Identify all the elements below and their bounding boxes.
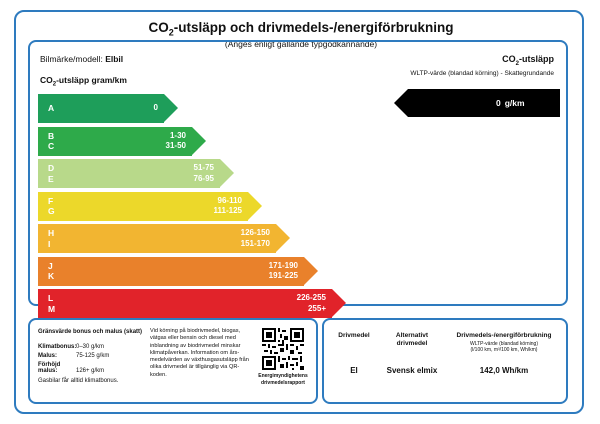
alt-fuel-column-header: Alternativt drivmedel [395,332,429,347]
result-arrow-tip [394,89,408,117]
emission-class-letters: B C [48,130,55,151]
result-arrow [394,89,560,117]
emission-class-bar [38,257,318,286]
consumption-subheader-1: WLTP-värde (blandad körning) [470,341,538,347]
scale-label: $CO_2$-utsläpp gram/km [40,75,127,88]
vehicle-make: Bilmärke/modell: Elbil [40,54,124,64]
qr-code-icon[interactable] [262,328,304,370]
qr-caption: Energimyndighetens drivmedelsrapport [258,373,308,386]
emission-class-bar-tip [164,94,178,122]
consumption-value: 142,0 Wh/km [479,366,529,375]
biofuel-info-text: Vid körning på biodrivmedel, biogas, vätgas eller bensin och diesel med inblandning av biodrivmedel minskar klimatpåverkan. Information om års-medelvärden av växthusgasutsläpp från olika drivmedel är tillgänglig via QR-koden. [150,328,249,378]
emission-class-bar [38,127,206,156]
alt-fuel-value: Svensk elmix [386,366,438,375]
emission-class-bar-tip [192,127,206,155]
emission-class-range: 0 [153,103,158,112]
emission-class-range: 226-255 255+ [296,293,326,313]
emission-class-range: 126-150 151-170 [240,228,270,248]
emission-class-bar [38,224,290,253]
emission-class-range: 1-30 31-50 [165,130,186,150]
bonus-malus-panel [28,318,318,404]
fuel-consumption-panel [322,318,568,404]
emission-class-letters: A [48,103,55,113]
label-subtitle: (Anges enligt gällande typgodkännande) [224,39,378,49]
emission-class-letters: J K [48,260,55,281]
emission-class-range: 171-190 191-225 [268,260,298,280]
malus-row: Malus: 75-125 g/km [38,353,110,359]
emission-class-bar-tip [304,257,318,285]
increased-malus-row: Förhöjd malus: 126+ g/km [38,362,105,374]
emission-class-letters: L M [48,293,56,314]
emission-scale-panel [28,40,568,314]
fuel-column-header: Drivmedel [338,332,370,339]
emission-class-bar [38,159,234,188]
emission-class-range: 51-75 76-95 [193,163,214,183]
emission-class-letters: H I [48,228,55,249]
emission-class-range: 96-110 111-125 [213,195,242,215]
consumption-column-header: Drivmedels-/energiförbrukning [456,332,552,339]
gas-note: Gasbilar får alltid klimatbonus. [38,378,119,384]
bonus-row: Klimatbonus:0–30 g/km [38,344,105,350]
consumption-subheader-2: (l/100 km, m³/100 km, Wh/km) [470,347,538,353]
emission-class-bar-body [38,257,304,286]
emission-class-bar-tip [220,159,234,187]
label-title: $CO_2$-utsläpp och drivmedels-/energiförbrukning [148,20,454,38]
bonus-malus-title: Gränsvärde bonus och malus (skatt) [38,329,143,335]
fuel-value: El [350,366,358,375]
emission-class-bar [38,94,178,123]
emission-class-bar-tip [332,289,346,317]
result-value: 0 g/km [408,89,560,117]
emission-class-bar [38,289,346,318]
emission-class-letters: F G [48,195,55,216]
emission-class-bar-tip [248,192,262,220]
emission-class-bar-body [38,289,332,318]
emission-class-bar-body [38,94,164,123]
emission-class-bar [38,192,262,221]
result-heading: $CO_2$-utsläpp WLTP-värde (blandad körning) - Skattegrundande [410,54,554,77]
emission-class-bar-tip [276,224,290,252]
emission-class-letters: D E [48,163,55,184]
